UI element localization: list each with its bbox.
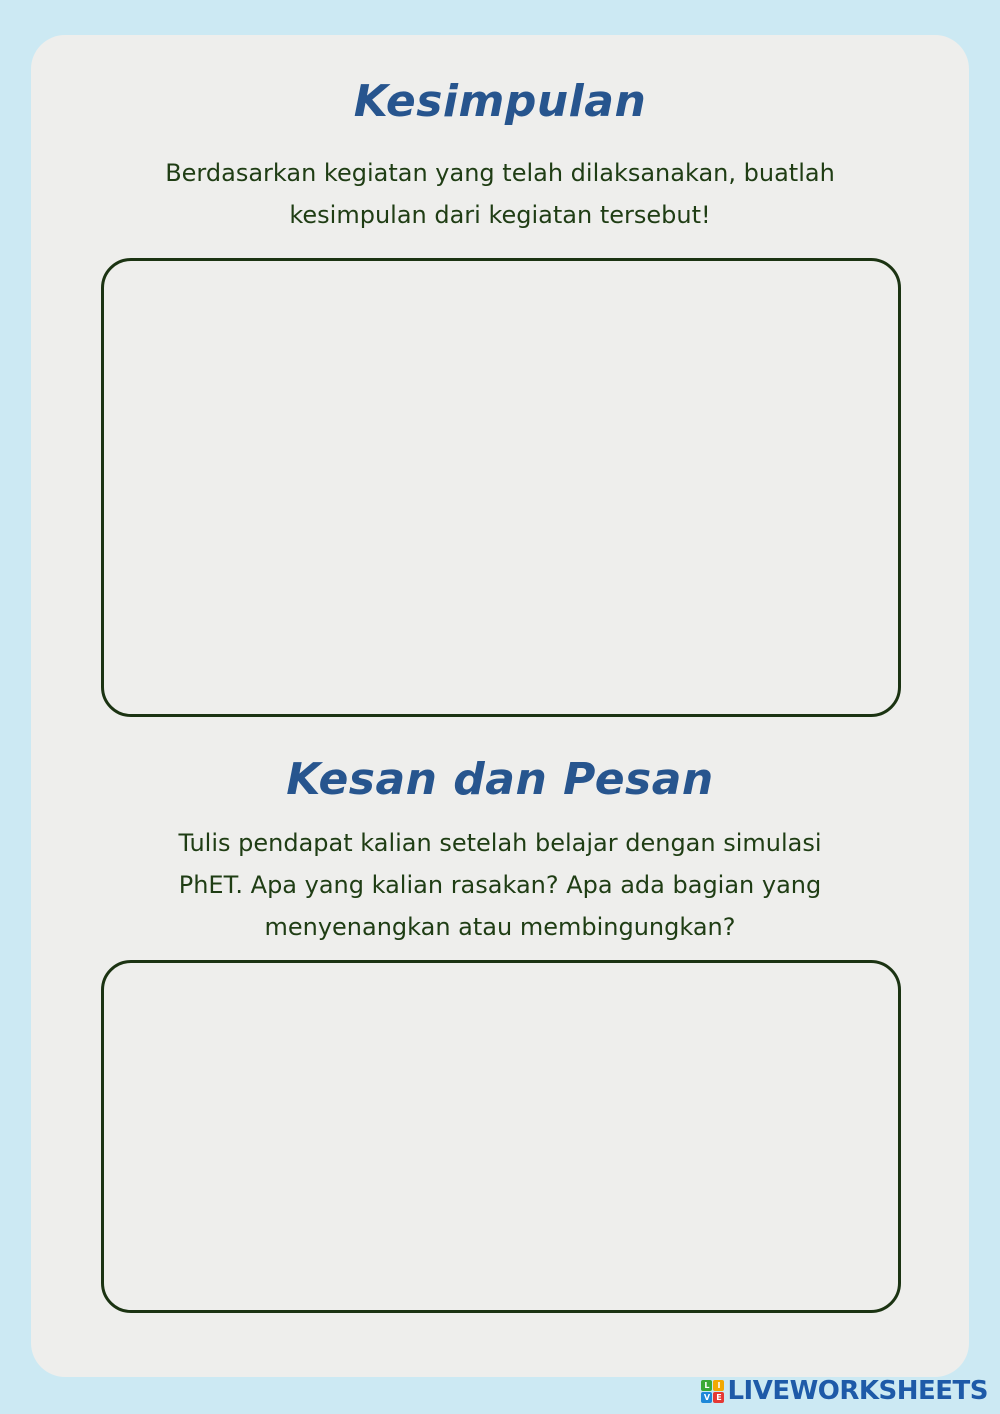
- liveworksheets-watermark: [701, 1376, 988, 1406]
- kesimpulan-answer-box[interactable]: [101, 258, 901, 717]
- section-title-kesan-dan-pesan: Kesan dan Pesan: [286, 754, 714, 805]
- logo-cell-e: E: [713, 1392, 724, 1403]
- kesimpulan-instruction: [100, 152, 900, 236]
- kesan-pesan-instruction-line-3: menyenangkan atau membingungkan?: [264, 913, 736, 941]
- section-title-kesimpulan: Kesimpulan: [353, 76, 647, 127]
- logo-cell-v: V: [701, 1392, 712, 1403]
- liveworksheets-logo-icon: [701, 1380, 724, 1403]
- kesimpulan-instruction-line-1: Berdasarkan kegiatan yang telah dilaksanakan, buatlah: [165, 159, 835, 187]
- logo-cell-i: I: [713, 1380, 724, 1391]
- kesan-pesan-instruction-line-2: PhET. Apa yang kalian rasakan? Apa ada bagian yang: [178, 871, 822, 899]
- kesan-pesan-instruction-line-1: Tulis pendapat kalian setelah belajar dengan simulasi: [178, 829, 822, 857]
- kesimpulan-instruction-line-2: kesimpulan dari kegiatan tersebut!: [289, 201, 711, 229]
- logo-cell-l: L: [701, 1380, 712, 1391]
- liveworksheets-wordmark: LIVEWORKSHEETS: [727, 1376, 988, 1406]
- kesan-pesan-answer-box[interactable]: [101, 960, 901, 1313]
- kesan-pesan-instruction: [130, 822, 870, 948]
